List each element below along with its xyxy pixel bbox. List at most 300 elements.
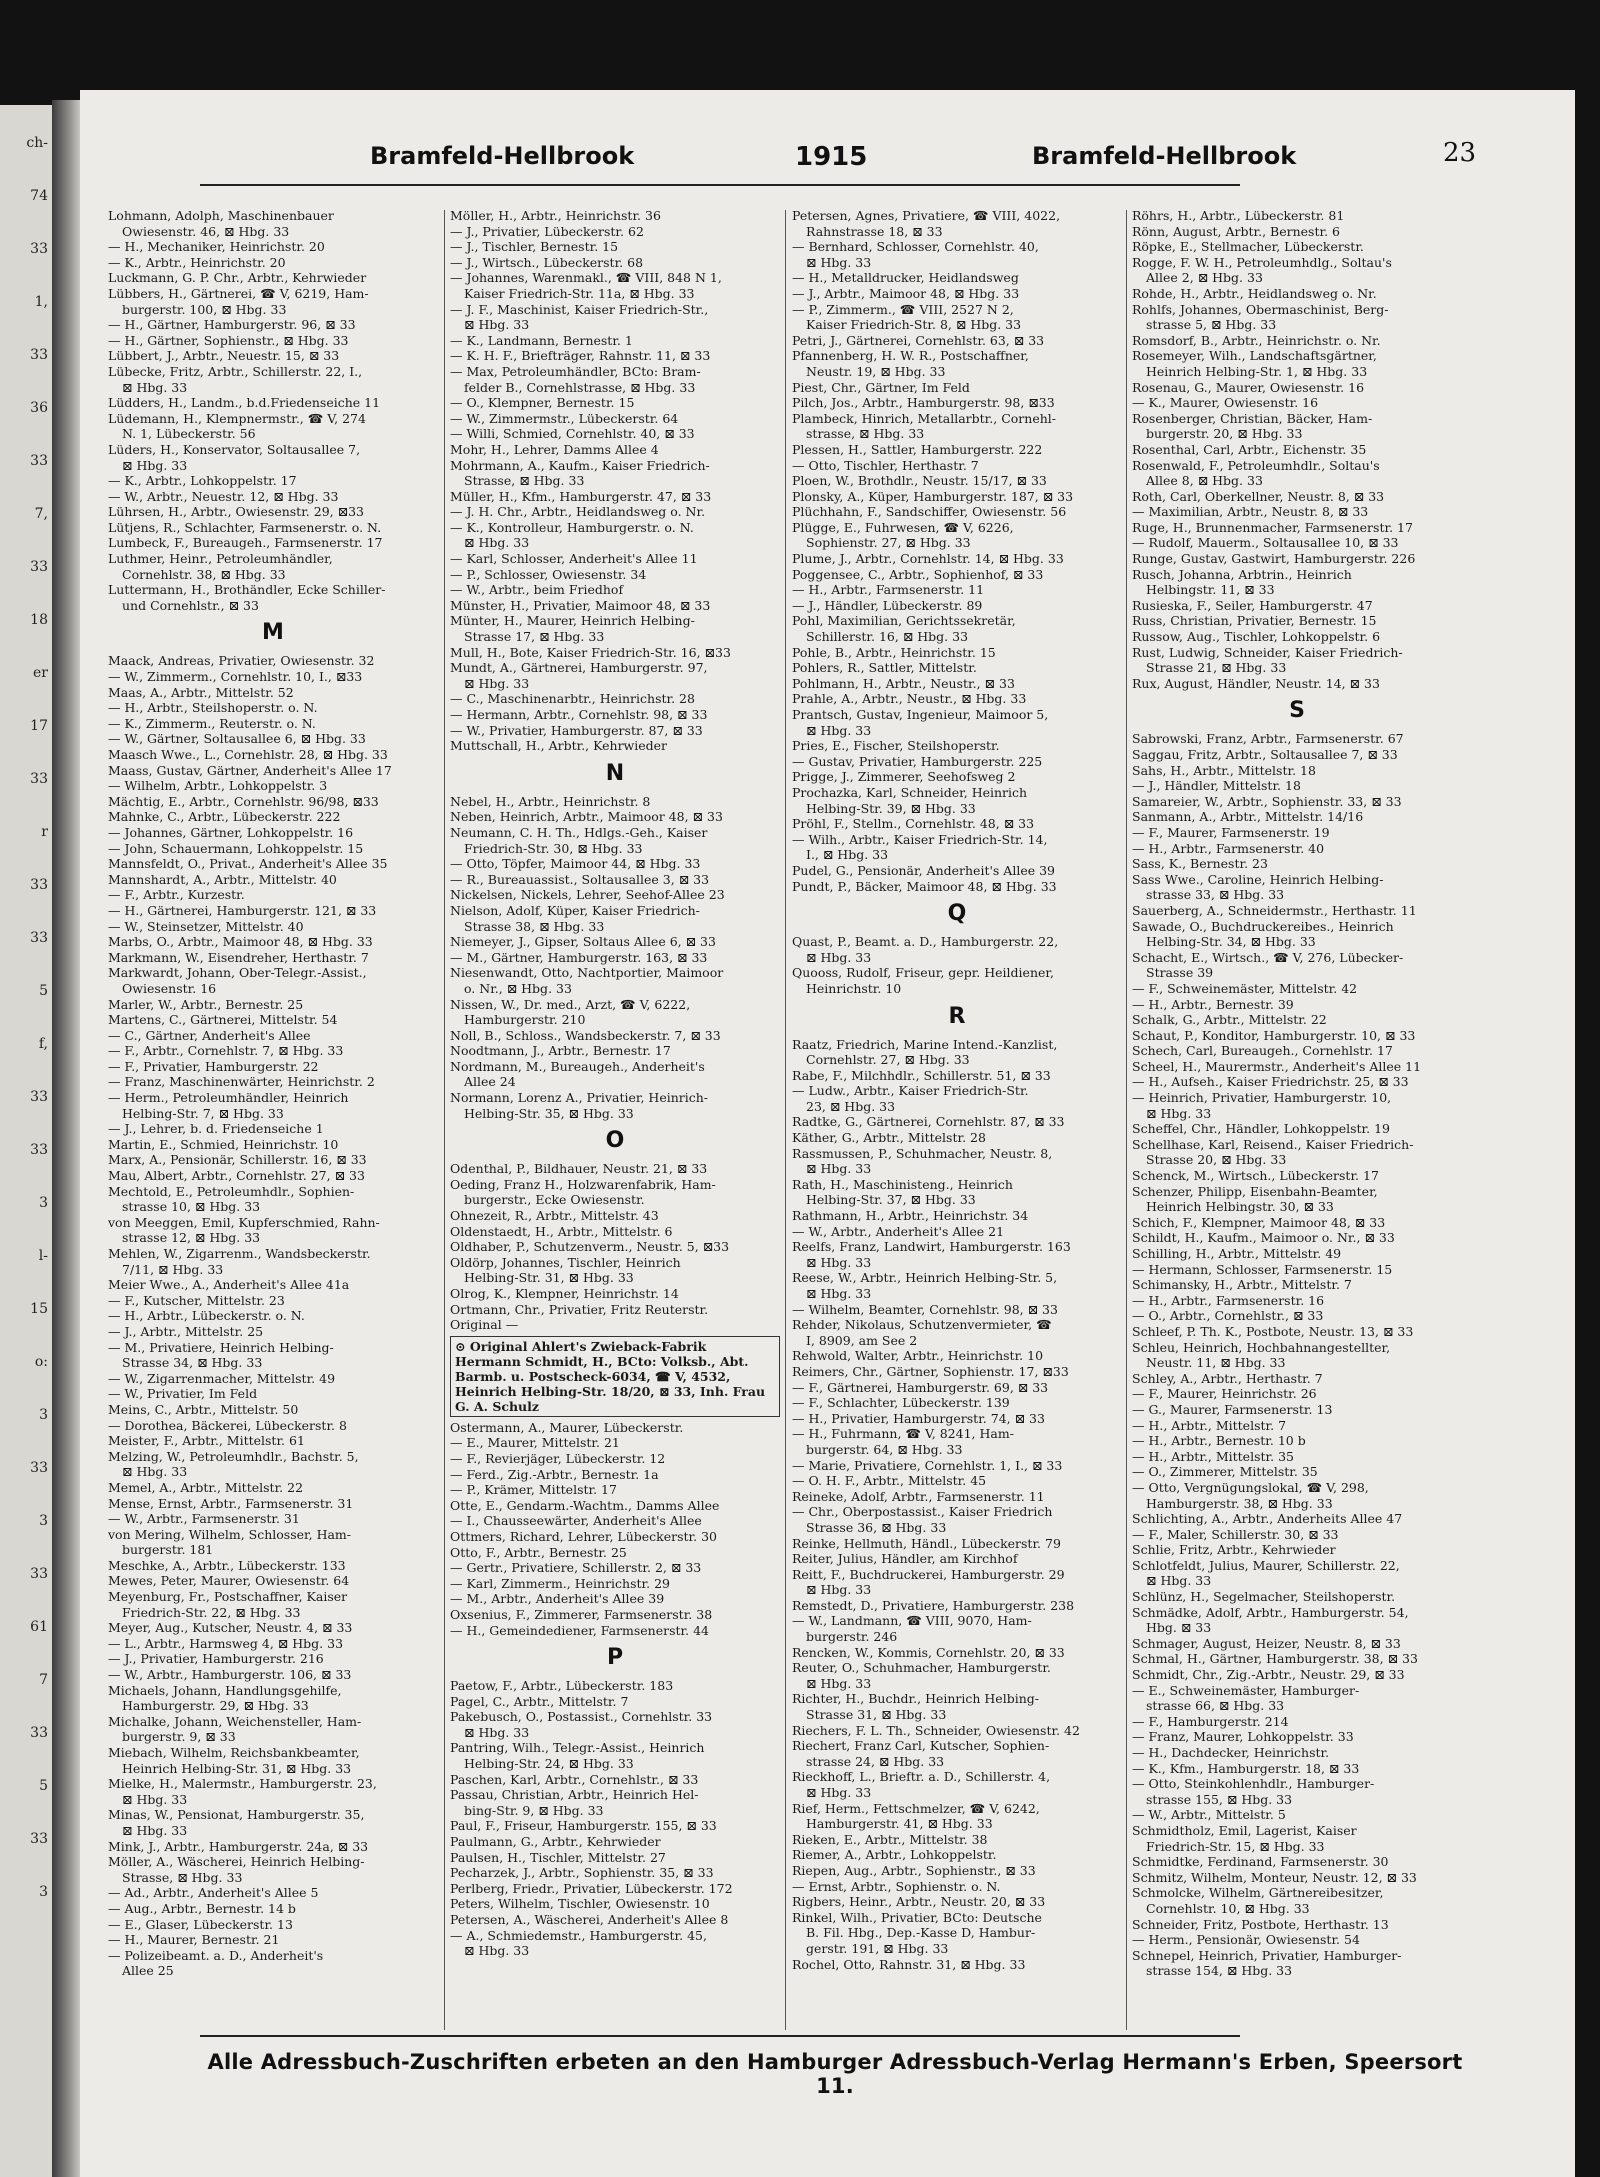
directory-entry: Schalk, G., Arbtr., Mittelstr. 22 [1132,1012,1327,1028]
directory-entry: Friedrich-Str. 30, ⊠ Hbg. 33 [464,840,643,856]
section-letter: Q [947,901,967,927]
directory-entry: Samareier, W., Arbtr., Sophienstr. 33, ⊠ 33 [1132,793,1402,809]
directory-entry: 23, ⊠ Hbg. 33 [806,1098,896,1114]
directory-entry: — Franz, Maurer, Lohkoppelstr. 33 [1132,1729,1354,1745]
directory-entry: — K., Zimmerm., Reuterstr. o. N. [108,715,316,731]
previous-page-fragment: 7 [39,1672,48,1688]
directory-entry: Plüchhahn, F., Sandschiffer, Owiesenstr. 56 [792,504,1067,520]
directory-entry: — Hermann, Arbtr., Cornehlstr. 98, ⊠ 33 [450,707,708,722]
directory-entry: Rux, August, Händler, Neustr. 14, ⊠ 33 [1132,675,1380,691]
directory-entry: Schech, Carl, Bureaugeh., Cornehlstr. 17 [1132,1043,1393,1059]
directory-entry: Schilling, H., Arbtr., Mittelstr. 49 [1132,1246,1342,1261]
directory-entry: — E., Glaser, Lübeckerstr. 13 [108,1916,293,1932]
directory-entry: Röpke, E., Stellmacher, Lübeckerstr. [1132,239,1364,255]
section-letter: S [1289,698,1305,724]
directory-entry: bing-Str. 9, ⊠ Hbg. 33 [464,1802,604,1818]
column-divider [785,210,786,2030]
directory-entry: — H., Aufseh., Kaiser Friedrichstr. 25, ⊠ 33 [1132,1074,1409,1090]
directory-entry: Möller, A., Wäscherei, Heinrich Helbing- [108,1854,365,1870]
directory-entry: Sass, K., Bernestr. 23 [1132,856,1268,872]
directory-entry: Minas, W., Pensionat, Hamburgerstr. 35, [108,1807,365,1823]
previous-page-fragment: 3 [39,1407,48,1423]
directory-entry: Oxsenius, F., Zimmerer, Farmsenerstr. 38 [450,1606,713,1622]
directory-entry: Heinrich Helbingstr. 30, ⊠ 33 [1146,1199,1334,1215]
directory-entry: — H., Gärtner, Sophienstr., ⊠ Hbg. 33 [108,332,349,348]
directory-entry: Rabe, F., Milchhdlr., Schillerstr. 51, ⊠ 33 [792,1067,1051,1083]
previous-page-fragment: 18 [30,612,48,628]
directory-entry: ⊠ Hbg. 33 [1146,1573,1212,1589]
directory-entry: Michalke, Johann, Weichensteller, Ham- [108,1713,362,1729]
directory-entry: Pröhl, F., Stellm., Cornehlstr. 48, ⊠ 33 [792,816,1035,832]
directory-entry: Pohlmann, H., Arbtr., Neustr., ⊠ 33 [792,675,1015,691]
directory-entry: — Herm., Pensionär, Owiesenstr. 54 [1132,1932,1360,1948]
directory-entry: Noll, B., Schloss., Wandsbeckerstr. 7, ⊠ 33 [450,1027,721,1043]
directory-entry: — H., Dachdecker, Heinrichstr. [1132,1745,1330,1760]
directory-entry: — P., Schlosser, Owiesenstr. 34 [450,566,647,582]
directory-entry: Original — [450,1317,519,1333]
directory-entry: Rosenau, G., Maurer, Owiesenstr. 16 [1132,379,1365,395]
directory-entry: Sawade, O., Buchdruckereibes., Heinrich [1132,918,1394,934]
directory-entry: Pundt, P., Bäcker, Maimoor 48, ⊠ Hbg. 33 [792,878,1057,894]
directory-entry: — H., Gärtner, Hamburgerstr. 96, ⊠ 33 [108,317,356,333]
publisher-footer: Alle Adressbuch-Zuschriften erbeten an den Hamburger Adressbuch-Verlag Hermann's Erben, Speersort 11. [207,2050,1463,2098]
directory-entry: Petri, J., Gärtnerei, Cornehlstr. 63, ⊠ 33 [792,332,1045,348]
directory-column-1 [108,208,438,2033]
directory-entry: Reitt, F., Buchdruckerei, Hamburgerstr. 29 [792,1566,1065,1582]
directory-entry: — W., Zigarrenmacher, Mittelstr. 49 [108,1370,336,1386]
directory-entry: ⊠ Hbg. 33 [806,949,872,965]
directory-entry: Miebach, Wilhelm, Reichsbankbeamter, [108,1745,360,1760]
directory-entry: strasse, ⊠ Hbg. 33 [806,426,925,442]
previous-page-fragment: 33 [30,1566,48,1582]
directory-entry: Schaut, P., Konditor, Hamburgerstr. 10, ⊠ 33 [1132,1027,1416,1043]
directory-entry: Schmager, August, Heizer, Neustr. 8, ⊠ 33 [1132,1635,1401,1651]
directory-entry: — W., Arbtr., Mittelstr. 5 [1132,1807,1286,1823]
directory-entry: Helbing-Str. 34, ⊠ Hbg. 33 [1146,934,1316,950]
previous-page-fragment: 33 [30,453,48,469]
directory-entry: — H., Arbtr., Farmsenerstr. 40 [1132,840,1325,856]
directory-entry: — F., Schlachter, Lübeckerstr. 139 [792,1395,1010,1411]
directory-entry: — Otto, Töpfer, Maimoor 44, ⊠ Hbg. 33 [450,856,701,872]
directory-entry: burgerstr. 9, ⊠ 33 [122,1729,236,1745]
directory-entry: — Otto, Steinkohlenhdlr., Hamburger- [1132,1776,1375,1792]
directory-entry: Niesenwandt, Otto, Nachtportier, Maimoor [450,965,724,981]
directory-entry: Helbing-Str. 37, ⊠ Hbg. 33 [806,1192,976,1208]
directory-entry: Lohmann, Adolph, Maschinenbauer [108,208,334,223]
directory-entry: Pohlers, R., Sattler, Mittelstr. [792,660,977,676]
directory-entry: Schimansky, H., Arbtr., Mittelstr. 7 [1132,1277,1352,1293]
directory-entry: Helbing-Str. 7, ⊠ Hbg. 33 [122,1105,284,1121]
directory-entry: Scheffel, Chr., Händler, Lohkoppelstr. 19 [1132,1121,1390,1137]
directory-entry: strasse 5, ⊠ Hbg. 33 [1146,317,1277,333]
directory-entry: Kaiser Friedrich-Str. 8, ⊠ Hbg. 33 [806,317,1022,333]
directory-entry: Rigbers, Heinr., Arbtr., Neustr. 20, ⊠ 33 [792,1894,1046,1910]
directory-entry: Schmidtke, Ferdinand, Farmsenerstr. 30 [1132,1854,1389,1870]
directory-entry: Mau, Albert, Arbtr., Cornehlstr. 27, ⊠ 33 [108,1168,365,1184]
directory-entry: ⊠ Hbg. 33 [464,535,530,551]
directory-entry: — F., Kutscher, Mittelstr. 23 [108,1292,285,1308]
directory-entry: Marbs, O., Arbtr., Maimoor 48, ⊠ Hbg. 33 [108,934,373,950]
directory-entry: — F., Privatier, Hamburgerstr. 22 [108,1058,319,1074]
directory-entry: Plessen, H., Sattler, Hamburgerstr. 222 [792,441,1043,457]
directory-entry: — W., Zimmerm., Cornehlstr. 10, I., ⊠33 [108,669,363,685]
previous-page-fragment: 3 [39,1513,48,1529]
directory-entry: Hamburgerstr. 38, ⊠ Hbg. 33 [1146,1495,1333,1511]
directory-entry: — J., Privatier, Lübeckerstr. 62 [450,223,644,239]
previous-page-fragment: 3 [39,1195,48,1211]
directory-entry: — J. H. Chr., Arbtr., Heidlandsweg o. Nr. [450,504,706,520]
directory-entry: — C., Maschinenarbtr., Heinrichstr. 28 [450,691,695,707]
directory-entry: felder B., Cornehlstrasse, ⊠ Hbg. 33 [464,379,696,395]
directory-entry: ⊠ Hbg. 33 [464,317,530,333]
directory-entry: Pohl, Maximilian, Gerichtssekretär, [792,613,1016,629]
directory-entry: — O. H. F., Arbtr., Mittelstr. 45 [792,1473,987,1489]
directory-entry: I, 8909, am See 2 [806,1332,918,1348]
directory-entry: Luckmann, G. P. Chr., Arbtr., Kehrwieder [108,270,367,286]
directory-entry: Ortmann, Chr., Privatier, Fritz Reuterstr. [450,1301,709,1317]
directory-entry: Sophienstr. 27, ⊠ Hbg. 33 [806,535,971,551]
directory-entry: Riepen, Aug., Arbtr., Sophienstr., ⊠ 33 [792,1862,1036,1878]
previous-page-fragment: 33 [30,1831,48,1847]
directory-entry: — F., Maurer, Heinrichstr. 26 [1132,1386,1317,1402]
directory-entry: — Ferd., Zig.-Arbtr., Bernestr. 1a [450,1466,659,1482]
directory-entry: ⊠ Hbg. 33 [464,1724,530,1740]
directory-entry: Michaels, Johann, Handlungsgehilfe, [108,1682,342,1698]
directory-entry: Rieckhoff, L., Brieftr. a. D., Schillerstr. 4, [792,1769,1051,1785]
directory-entry: — W., Zimmermstr., Lübeckerstr. 64 [450,410,679,426]
directory-entry: — W., Privatier, Im Feld [108,1386,258,1402]
directory-entry: — H., Arbtr., Bernestr. 39 [1132,996,1294,1012]
directory-entry: Müller, H., Kfm., Hamburgerstr. 47, ⊠ 33 [450,488,712,504]
directory-entry: von Meeggen, Emil, Kupferschmied, Rahn- [108,1214,380,1230]
directory-entry: Oldhaber, P., Schutzenverm., Neustr. 5, ⊠33 [450,1239,730,1255]
directory-entry: Luthmer, Heinr., Petroleumhändler, [108,551,333,567]
directory-entry: strasse 154, ⊠ Hbg. 33 [1146,1963,1293,1979]
directory-entry: 7/11, ⊠ Hbg. 33 [122,1261,224,1277]
directory-entry: Heinrich Helbing-Str. 1, ⊠ Hbg. 33 [1146,363,1368,379]
directory-entry: Paetow, F., Arbtr., Lübeckerstr. 183 [450,1678,674,1694]
directory-entry: Mächtig, E., Arbtr., Cornehlstr. 96/98, ⊠33 [108,793,379,809]
directory-entry: Rath, H., Maschinisteng., Heinrich [792,1176,1013,1192]
directory-entry: Schenzer, Philipp, Eisenbahn-Beamter, [1132,1183,1378,1199]
directory-entry: Cornehlstr. 27, ⊠ Hbg. 33 [806,1052,970,1068]
directory-entry: Neben, Heinrich, Arbtr., Maimoor 48, ⊠ 33 [450,809,723,825]
directory-entry: — M., Privatiere, Heinrich Helbing- [108,1339,334,1355]
directory-entry: o. Nr., ⊠ Hbg. 33 [464,980,572,996]
column-divider [1126,210,1127,2030]
directory-entry: Prigge, J., Zimmerer, Seehofsweg 2 [792,769,1016,785]
directory-entry: Friedrich-Str. 15, ⊠ Hbg. 33 [1146,1838,1325,1854]
directory-entry: Lumbeck, F., Bureaugeh., Farmsenerstr. 17 [108,535,383,551]
directory-entry: Reelfs, Franz, Landwirt, Hamburgerstr. 163 [792,1239,1071,1255]
directory-entry: Normann, Lorenz A., Privatier, Heinrich- [450,1090,709,1106]
directory-entry: Ruge, H., Brunnenmacher, Farmsenerstr. 17 [1132,519,1413,535]
directory-entry: Reese, W., Arbtr., Heinrich Helbing-Str. 5, [792,1270,1058,1286]
previous-page-fragment: er [33,665,48,681]
directory-entry: Piest, Chr., Gärtner, Im Feld [792,379,970,395]
directory-entry: ⊠ Hbg. 33 [464,1943,530,1959]
directory-entry: Röhrs, H., Arbtr., Lübeckerstr. 81 [1132,208,1345,223]
section-letter: N [605,760,625,786]
directory-entry: I., ⊠ Hbg. 33 [806,847,889,863]
previous-page-fragment: 74 [30,188,48,204]
directory-entry: Martin, E., Schmied, Heinrichstr. 10 [108,1136,339,1152]
directory-entry: Reuter, O., Schuhmacher, Hamburgerstr. [792,1660,1051,1676]
directory-entry: — Ernst, Arbtr., Sophienstr. o. N. [792,1878,1001,1894]
directory-entry: Rief, Herm., Fettschmelzer, ☎ V, 6242, [792,1800,1040,1816]
directory-entry: Paulsen, H., Tischler, Mittelstr. 27 [450,1849,666,1865]
directory-entry: ⊠ Hbg. 33 [122,457,188,473]
directory-entry: B. Fil. Hbg., Dep.-Kasse D, Hambur- [806,1925,1036,1941]
directory-entry: Schellhase, Karl, Reisend., Kaiser Friedrich- [1132,1136,1414,1152]
directory-entry: Hamburgerstr. 41, ⊠ Hbg. 33 [806,1816,993,1832]
directory-entry: burgerstr. 100, ⊠ Hbg. 33 [122,301,287,317]
directory-entry: Scheel, H., Maurermstr., Anderheit's Allee 11 [1132,1058,1422,1074]
directory-entry: Reinke, Hellmuth, Händl., Lübeckerstr. 79 [792,1535,1061,1551]
directory-entry: Rochel, Otto, Rahnstr. 31, ⊠ Hbg. 33 [792,1956,1026,1972]
directory-entry: — K., Kfm., Hamburgerstr. 18, ⊠ 33 [1132,1760,1360,1776]
directory-entry: Niemeyer, J., Gipser, Soltaus Allee 6, ⊠ 33 [450,934,716,950]
directory-entry: ⊠ Hbg. 33 [464,675,530,691]
directory-entry: Noodtmann, J., Arbtr., Bernestr. 17 [450,1043,671,1059]
directory-entry: — K., Arbtr., Heinrichstr. 20 [108,254,286,270]
directory-entry: von Mering, Wilhelm, Schlosser, Ham- [108,1526,351,1542]
directory-entry: Strasse 39 [1146,965,1214,981]
directory-entry: Radtke, G., Gärtnerei, Cornehlstr. 87, ⊠ 33 [792,1114,1065,1130]
directory-entry: — H., Arbtr., Mittelstr. 35 [1132,1448,1294,1464]
directory-entry: Schlotfeldt, Julius, Maurer, Schillerstr. 22, [1132,1557,1400,1573]
directory-entry: Rusieska, F., Seiler, Hamburgerstr. 47 [1132,597,1373,613]
directory-entry: Neustr. 19, ⊠ Hbg. 33 [806,363,946,379]
directory-entry: Schmal, H., Gärtner, Hamburgerstr. 38, ⊠ 33 [1132,1651,1418,1667]
directory-entry: Pagel, C., Arbtr., Mittelstr. 7 [450,1693,629,1709]
directory-entry: Nissen, W., Dr. med., Arzt, ☎ V, 6222, [450,996,691,1012]
directory-entry: — H., Mechaniker, Heinrichstr. 20 [108,239,325,255]
directory-entry: Rohde, H., Arbtr., Heidlandsweg o. Nr. [1132,285,1377,301]
previous-page-fragment: 33 [30,1725,48,1741]
directory-entry: Strasse 31, ⊠ Hbg. 33 [806,1707,947,1723]
directory-entry: — W., Arbtr., Hamburgerstr. 106, ⊠ 33 [108,1667,352,1683]
directory-entry: Mewes, Peter, Maurer, Owiesenstr. 64 [108,1573,350,1589]
directory-entry: — H., Fuhrmann, ☎ V, 8241, Ham- [792,1426,1014,1442]
directory-entry: — H., Arbtr., Bernestr. 10 b [1132,1433,1306,1449]
directory-entry: — W., Landmann, ☎ VIII, 9070, Ham- [792,1613,1032,1629]
directory-entry: Reineke, Adolf, Arbtr., Farmsenerstr. 11 [792,1488,1045,1504]
previous-page-fragment: o: [34,1354,48,1370]
directory-entry: und Cornehlstr., ⊠ 33 [122,597,259,613]
directory-entry: Allee 2, ⊠ Hbg. 33 [1146,270,1263,286]
directory-entry: Rosemeyer, Wilh., Landschaftsgärtner, [1132,348,1377,364]
directory-entry: Sanmann, A., Arbtr., Mittelstr. 14/16 [1132,809,1364,825]
directory-entry: burgerstr. 246 [806,1629,898,1645]
directory-entry: Sahs, H., Arbtr., Mittelstr. 18 [1132,762,1316,778]
directory-entry: — K., Kontrolleur, Hamburgerstr. o. N. [450,519,694,535]
directory-entry: Ottmers, Richard, Lehrer, Lübeckerstr. 30 [450,1528,717,1544]
directory-entry: — C., Gärtner, Anderheit's Allee [108,1027,311,1043]
directory-entry: Schenck, M., Wirtsch., Lübeckerstr. 17 [1132,1168,1379,1184]
directory-entry: Pfannenberg, H. W. R., Postschaffner, [792,348,1029,364]
directory-entry: Rosenthal, Carl, Arbtr., Eichenstr. 35 [1132,441,1367,457]
directory-entry: Rathmann, H., Arbtr., Heinrichstr. 34 [792,1208,1029,1224]
directory-entry: Riechert, Franz Carl, Kutscher, Sophien- [792,1738,1050,1754]
directory-entry: Plonsky, A., Küper, Hamburgerstr. 187, ⊠ 33 [792,488,1074,504]
directory-entry: ⊠ Hbg. 33 [806,1161,872,1177]
directory-entry: Mannshardt, A., Arbtr., Mittelstr. 40 [108,871,337,887]
directory-entry: Helbing-Str. 31, ⊠ Hbg. 33 [464,1270,634,1286]
footer-rule [200,2035,1240,2037]
directory-entry: Mechtold, E., Petroleumhdlr., Sophien- [108,1183,355,1199]
directory-entry: Schlie, Fritz, Arbtr., Kehrwieder [1132,1542,1336,1558]
directory-entry: Kaiser Friedrich-Str. 11a, ⊠ Hbg. 33 [464,285,695,301]
directory-entry: Oeding, Franz H., Holzwarenfabrik, Ham- [450,1176,716,1192]
previous-page-fragment: 36 [30,400,48,416]
directory-entry: Mohrmann, A., Kaufm., Kaiser Friedrich- [450,457,710,473]
directory-entry: Strasse, ⊠ Hbg. 33 [122,1869,243,1885]
directory-entry: — K. H. F., Briefträger, Rahnstr. 11, ⊠ 33 [450,348,711,364]
directory-entry: Allee 8, ⊠ Hbg. 33 [1146,473,1263,489]
directory-entry: Rehder, Nikolaus, Schutzenvermieter, ☎ [792,1317,1052,1333]
directory-entry: Otto, F., Arbtr., Bernestr. 25 [450,1544,627,1560]
directory-entry: Cornehlstr. 38, ⊠ Hbg. 33 [122,566,286,582]
directory-entry: Helbing-Str. 39, ⊠ Hbg. 33 [806,800,976,816]
directory-entry: Sauerberg, A., Schneidermstr., Herthastr. 11 [1132,902,1417,918]
directory-entry: Prahle, A., Arbtr., Neustr., ⊠ Hbg. 33 [792,691,1027,707]
directory-entry: Heinrichstr. 10 [806,980,902,996]
previous-page-fragment: 33 [30,241,48,257]
directory-entry: Schillerstr. 16, ⊠ Hbg. 33 [806,629,969,645]
directory-entry: Romsdorf, B., Arbtr., Heinrichstr. o. Nr. [1132,332,1381,348]
directory-entry: — E., Maurer, Mittelstr. 21 [450,1435,620,1451]
directory-entry: Schleu, Heinrich, Hochbahnangestellter, [1132,1339,1391,1355]
directory-entry: Prochazka, Karl, Schneider, Heinrich [792,784,1028,800]
directory-entry: Schmädke, Adolf, Arbtr., Hamburgerstr. 54, [1132,1604,1409,1620]
directory-entry: — K., Arbtr., Lohkoppelstr. 17 [108,473,297,489]
directory-entry: Pecharzek, J., Arbtr., Sophienstr. 35, ⊠ 33 [450,1865,714,1881]
directory-entry: — J. F., Maschinist, Kaiser Friedrich-Str., [450,301,709,317]
directory-entry: — Herm., Petroleumhändler, Heinrich [108,1090,349,1106]
directory-entry: Rosenwald, F., Petroleumhdlr., Soltau's [1132,457,1380,473]
directory-entry: — Gertr., Privatiere, Schillerstr. 2, ⊠ 33 [450,1560,702,1576]
directory-entry: burgerstr. 20, ⊠ Hbg. 33 [1146,426,1303,442]
directory-entry: ⊠ Hbg. 33 [806,254,872,270]
directory-entry: ⊠ Hbg. 33 [806,722,872,738]
directory-entry: ⊠ Hbg. 33 [122,379,188,395]
directory-entry: Runge, Gustav, Gastwirt, Hamburgerstr. 226 [1132,551,1416,567]
directory-entry: Roth, Carl, Oberkellner, Neustr. 8, ⊠ 33 [1132,488,1385,504]
directory-entry: ⊠ Hbg. 33 [806,1582,872,1598]
directory-entry: — L., Arbtr., Harmsweg 4, ⊠ Hbg. 33 [108,1635,344,1651]
directory-entry: Schneider, Fritz, Postbote, Herthastr. 13 [1132,1916,1389,1932]
directory-entry: Neustr. 11, ⊠ Hbg. 33 [1146,1355,1286,1371]
directory-entry: Lübecke, Fritz, Arbtr., Schillerstr. 22, I., [108,363,363,379]
previous-page-fragment: 33 [30,930,48,946]
directory-entry: Nielson, Adolf, Küper, Kaiser Friedrich- [450,902,700,918]
previous-page-fragment: 33 [30,1142,48,1158]
directory-entry: Mahnke, C., Arbtr., Lübeckerstr. 222 [108,809,341,825]
directory-entry: Mink, J., Arbtr., Hamburgerstr. 24a, ⊠ 33 [108,1838,369,1854]
directory-entry: Riemer, A., Arbtr., Lohkoppelstr. [792,1847,997,1863]
directory-entry: — J., Tischler, Bernestr. 15 [450,239,619,255]
previous-page-fragment: 15 [30,1301,48,1317]
directory-entry: Lüdemann, H., Klempnermstr., ☎ V, 274 [108,410,366,426]
directory-entry: — H., Privatier, Hamburgerstr. 74, ⊠ 33 [792,1410,1045,1426]
directory-entry: Luttermann, H., Brothändler, Ecke Schiller- [108,582,386,598]
directory-entry: strasse 155, ⊠ Hbg. 33 [1146,1791,1293,1807]
previous-page-fragment: 33 [30,877,48,893]
directory-entry: Rosenberger, Christian, Bäcker, Ham- [1132,410,1373,426]
directory-entry: Cornehlstr. 10, ⊠ Hbg. 33 [1146,1900,1310,1916]
directory-entry: Quooss, Rudolf, Friseur, gepr. Heildiener, [792,965,1054,981]
directory-entry: Strasse 17, ⊠ Hbg. 33 [464,629,605,645]
year-heading: 1915 [795,142,868,172]
directory-entry: N. 1, Lübeckerstr. 56 [122,426,256,442]
directory-entry: Helbingstr. 11, ⊠ 33 [1146,582,1275,598]
directory-entry: Memel, A., Arbtr., Mittelstr. 22 [108,1479,304,1495]
directory-entry: Marler, W., Arbtr., Bernestr. 25 [108,996,304,1012]
previous-page-fragment: ch- [26,135,48,151]
directory-entry: Rinkel, Wilh., Privatier, BCto: Deutsche [792,1909,1042,1925]
directory-entry: — F., Schweinemäster, Mittelstr. 42 [1132,980,1358,996]
directory-entry: Paschen, Karl, Arbtr., Cornehlstr., ⊠ 33 [450,1771,699,1787]
directory-entry: — P., Krämer, Mittelstr. 17 [450,1482,617,1498]
directory-entry: Schich, F., Klempner, Maimoor 48, ⊠ 33 [1132,1214,1386,1230]
directory-entry: Schley, A., Arbtr., Herthastr. 7 [1132,1370,1323,1386]
directory-entry: Ploen, W., Brothdlr., Neustr. 15/17, ⊠ 33 [792,473,1047,489]
directory-entry: — Hermann, Schlosser, Farmsenerstr. 15 [1132,1261,1393,1277]
directory-entry: — Wilhelm, Arbtr., Lohkoppelstr. 3 [108,778,328,794]
previous-page-fragment: 1, [34,294,48,310]
directory-entry: Nebel, H., Arbtr., Heinrichstr. 8 [450,793,651,809]
directory-entry: Richter, H., Buchdr., Heinrich Helbing- [792,1691,1039,1707]
previous-page-fragment: 17 [30,718,48,734]
directory-entry: — J., Lehrer, b. d. Friedenseiche 1 [108,1121,324,1137]
directory-entry: Pilch, Jos., Arbtr., Hamburgerstr. 98, ⊠33 [792,395,1055,411]
directory-entry: — F., Arbtr., Kurzestr. [108,887,245,903]
directory-entry: Ostermann, A., Maurer, Lübeckerstr. [450,1419,684,1435]
directory-entry: — Ad., Arbtr., Anderheit's Allee 5 [108,1885,319,1901]
directory-entry: Schmidtholz, Emil, Lagerist, Kaiser [1132,1822,1357,1838]
directory-entry: — W., Arbtr., Farmsenerstr. 31 [108,1511,300,1527]
directory-entry: — Gustav, Privatier, Hamburgerstr. 225 [792,753,1043,769]
section-letter: R [948,1003,966,1029]
directory-entry: Pantring, Wilh., Telegr.-Assist., Heinrich [450,1740,705,1756]
directory-entry: — H., Arbtr., Steilshoperstr. o. N. [108,700,318,716]
directory-entry: — J., Wirtsch., Lübeckerstr. 68 [450,254,644,270]
directory-entry: Lübbert, J., Arbtr., Neuestr. 15, ⊠ 33 [108,348,340,364]
directory-entry: Paul, F., Friseur, Hamburgerstr. 155, ⊠ 33 [450,1818,717,1834]
directory-entry: Sass Wwe., Caroline, Heinrich Helbing- [1132,871,1384,887]
directory-entry: Meister, F., Arbtr., Mittelstr. 61 [108,1433,305,1449]
directory-entry: — M., Gärtner, Hamburgerstr. 163, ⊠ 33 [450,949,708,965]
directory-entry: ⊠ Hbg. 33 [806,1785,872,1800]
directory-entry: — O., Arbtr., Cornehlstr., ⊠ 33 [1132,1308,1324,1324]
previous-page-fragment: 33 [30,771,48,787]
directory-entry: Schmolcke, Wilhelm, Gärtnereibesitzer, [1132,1885,1384,1901]
column-divider [444,210,445,2030]
directory-entry: Odenthal, P., Bildhauer, Neustr. 21, ⊠ 33 [450,1161,708,1177]
directory-entry: Lüdders, H., Landm., b.d.Friedenseiche 11 [108,395,381,411]
directory-entry: Saggau, Fritz, Arbtr., Soltausallee 7, ⊠ 33 [1132,747,1398,762]
header-rule [200,184,1240,186]
previous-page-fragment: 61 [30,1619,48,1635]
directory-entry: Melzing, W., Petroleumhdlr., Bachstr. 5, [108,1448,359,1464]
directory-entry: strasse 66, ⊠ Hbg. 33 [1146,1698,1285,1714]
directory-entry: Rust, Ludwig, Schneider, Kaiser Friedrich- [1132,644,1403,660]
directory-entry: Mannsfeldt, O., Privat., Anderheit's Allee 35 [108,856,388,872]
directory-page [80,90,1575,2177]
directory-entry: — H., Arbtr., Lübeckerstr. o. N. [108,1308,305,1324]
directory-entry: Pudel, G., Pensionär, Anderheit's Allee 39 [792,862,1055,878]
